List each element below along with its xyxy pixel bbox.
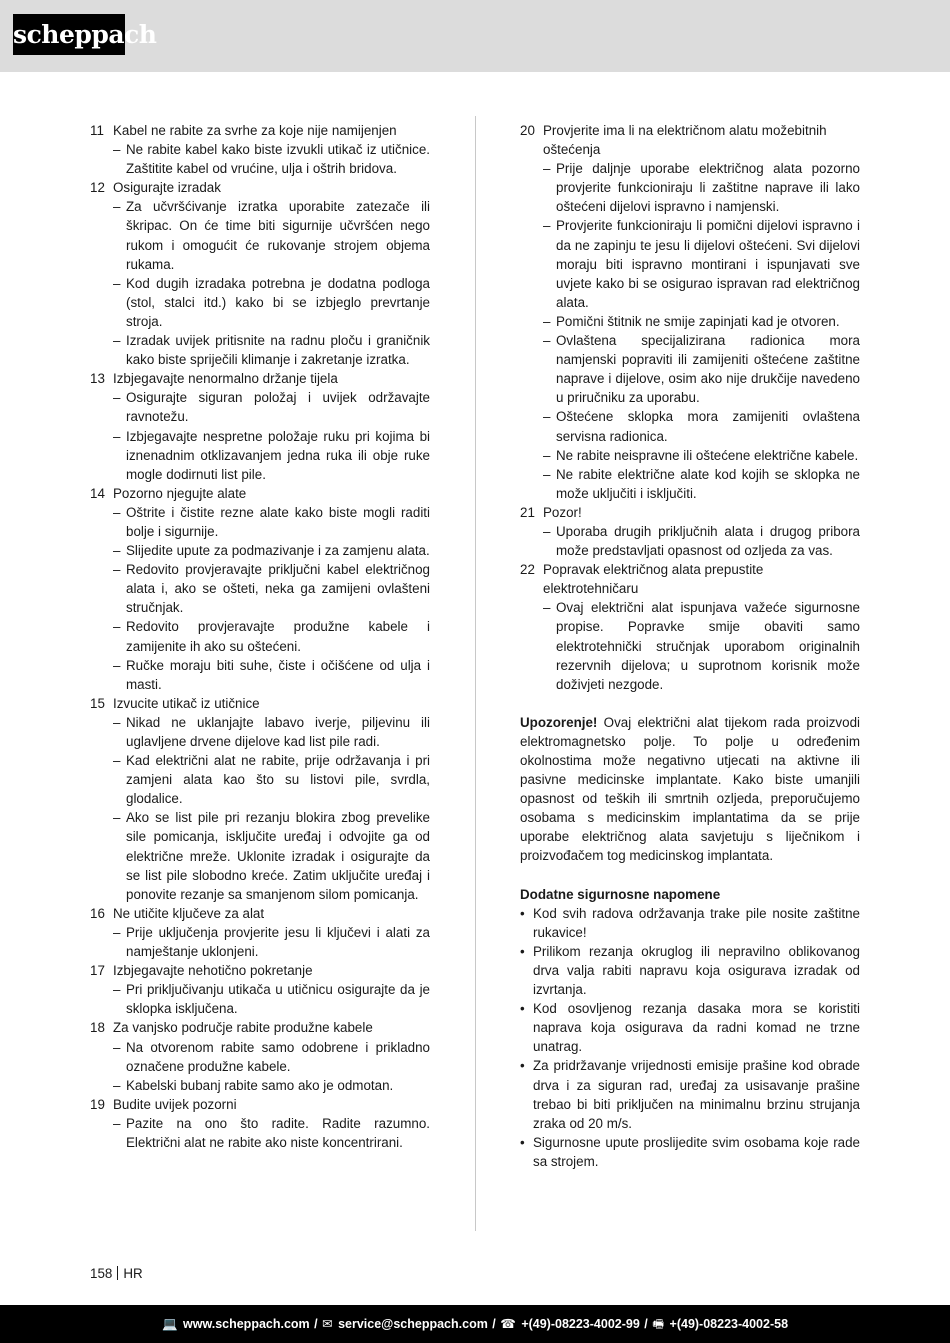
item-title: Ne utičite ključeve za alat bbox=[113, 905, 265, 921]
right-list bbox=[520, 121, 860, 694]
sub-item: Na otvorenom rabite samo odobrene i prikladno označene produžne kabele. bbox=[126, 1039, 430, 1074]
page-header bbox=[0, 0, 950, 72]
warning-label: Upozorenje! bbox=[520, 714, 598, 730]
sub-item: Kad električni alat ne rabite, prije održavanja i pri zamjeni alata kao što su listovi pile, svrdla, glodalice. bbox=[126, 753, 430, 807]
sub-item: Ručke moraju biti suhe, čiste i očišćene od ulja i masti. bbox=[126, 657, 430, 692]
sub-item: Za učvršćivanje izratka uporabite zatezače ili škripac. On će time biti sigurnije učvršćen nego rukom i omogućit će rukovanje strojem objema rukama. bbox=[126, 199, 430, 272]
footer-phone: +(49)-08223-4002-99 bbox=[521, 1317, 640, 1331]
bullet-item: Za pridržavanje vrijednosti emisije prašine kod obrade drva i za siguran rad, uređaj za usisavanje prašine trebao bi biti priključen na minimalnu brzinu strujanja zraka od 20 m/s. bbox=[533, 1058, 860, 1131]
item-number: 17 bbox=[90, 963, 105, 979]
sub-item: Ne rabite električne alate kod kojih se sklopka ne može uključiti i isključiti. bbox=[556, 466, 860, 501]
sub-item: Provjerite funkcioniraju li pomični dijelovi ispravno i da ne zapinju te jesu li dijelovi oštećeni. Svi dijelovi moraju biti ispravno montirani i ispunjavati sve uvjete kako bi se osigurao ispravan rad električnog alata. bbox=[556, 218, 860, 310]
footer-web[interactable]: www.scheppach.com bbox=[183, 1317, 310, 1331]
item-number: 15 bbox=[90, 695, 105, 711]
sub-item: Osigurajte siguran položaj i uvijek održavajte ravnotežu. bbox=[126, 390, 430, 425]
phone-icon: ☎ bbox=[500, 1317, 516, 1331]
item-number: 18 bbox=[90, 1020, 105, 1036]
computer-icon: 💻 bbox=[161, 1317, 178, 1331]
sub-item: Pri priključivanju utikača u utičnicu osigurajte da je sklopka isključena. bbox=[126, 982, 430, 1017]
footer-bar: 💻 www.scheppach.com / ✉ service@scheppach.com / ☎ +(49)-08223-4002-99 / 🖷 +(49)-08223-4002-58 bbox=[0, 1305, 950, 1343]
warning-text: Ovaj električni alat tijekom rada proizvodi elektromagnetsko polje. To polje u određenim okolnostima može negativno utjecati na aktivne ili pasivne medicinske implantate. Kako biste umanjili opasnost od teških ili smrtnih ozljeda, preporučujemo osobama s medicinskim implantatima da se prije uporabe električnog alata savjetuju s liječnikom i proizvođačem tog medicinskog implantata. bbox=[520, 714, 860, 864]
sub-item: Ovlaštena specijalizirana radionica mora namjenski popraviti ili zamijeniti oštećene zaštitne naprave i dijelove, osim ako nije drukčije navedeno u priručniku za uporabu. bbox=[556, 333, 860, 406]
item-title: Pozor! bbox=[543, 504, 582, 520]
item-number: 16 bbox=[90, 905, 105, 921]
additional-title: Dodatne sigurnosne napomene bbox=[520, 886, 721, 902]
list-item: 22 Popravak električnog alata prepustite elektrotehničaru – Ovaj električni alat ispunjava važeće sigurnosne propise. Popravke smije obaviti samo elektrotehnički stručnjak uporabom originalnih rezervnih dijelova; u suprotnom korisnik može doživjeti nezgode. bbox=[520, 560, 860, 694]
item-title: Provjerite ima li na električnom alatu možebitnih oštećenja bbox=[543, 123, 827, 158]
item-title: Izvucite utikač iz utičnice bbox=[113, 695, 260, 711]
additional-list: • Kod svih radova održavanja trake pile nosite zaštitne rukavice! • Prilikom rezanja okruglog ili nepravilno oblikovanog drva valja rabiti napravu koja osigurava izradak od izvrtanja. • Kod osovljenog rezanja dasaka mora se koristiti naprava koja osigurava da radni komad ne trzne unatrag. • Za pridržavanje vrijednosti emisije prašine kod obrade drva i za siguran rad, uređaj za usisavanje prašine trebao bi biti priključen na minimalnu brzinu strujanja zraka od 20 m/s. • Sigurnosne upute proslijedite svim osobama koje rade sa strojem. bbox=[520, 904, 860, 1171]
item-number: 20 bbox=[520, 123, 535, 138]
item-title: Popravak električnog alata prepustite elektrotehničaru bbox=[543, 562, 764, 597]
sub-item: Ne rabite kabel kako biste izvukli utikač iz utičnice. Zaštitite kabel od vrućine, ulja i oštrih bridova. bbox=[126, 142, 430, 177]
sub-item: Oštećene sklopka mora zamijeniti ovlaštena servisna radionica. bbox=[556, 409, 860, 444]
list-item: 14 Pozorno njegujte alate – Oštrite i čistite rezne alate kako biste mogli raditi bolje i sigurnije. – Slijedite upute za podmazivanje i za zamjenu alata. – Redovito provjeravajte priključni kabel električnog alata i, ako se ošteti, neka ga zamijeni ovlašteni stručnjak. – Redovito provjeravajte produžne kabele i zamijenite ih ako su oštećeni. – Ručke moraju biti suhe, čiste i očišćene od ulja i masti. bbox=[90, 484, 430, 694]
bullet-item: Prilikom rezanja okruglog ili nepravilno oblikovanog drva valja rabiti napravu koja osigurava izradak od izvrtanja. bbox=[533, 943, 860, 998]
list-item: 18 Za vanjsko područje rabite produžne kabele – Na otvorenom rabite samo odobrene i prikladno označene produžne kabele. – Kabelski bubanj rabite samo ako je odmotan. bbox=[90, 1018, 430, 1094]
sub-item: Slijedite upute za podmazivanje i za zamjenu alata. bbox=[126, 543, 430, 559]
sub-item: Redovito provjeravajte produžne kabele i zamijenite ih ako su oštećeni. bbox=[126, 619, 430, 654]
item-title: Za vanjsko područje rabite produžne kabele bbox=[113, 1020, 373, 1036]
item-number: 19 bbox=[90, 1096, 105, 1112]
sub-item: Prije daljnje uporabe električnog alata pozorno provjerite funkcioniraju li zaštitne naprave ili lako oštećeni dijelovi ispravno i namjenski. bbox=[556, 161, 860, 215]
item-number: 13 bbox=[90, 371, 105, 387]
sub-item: Izradak uvijek pritisnite na radnu ploču i graničnik kako biste spriječili klimanje i zakretanje izratka. bbox=[126, 333, 430, 368]
footer-fax: +(49)-08223-4002-58 bbox=[669, 1317, 789, 1331]
item-number: 21 bbox=[520, 504, 535, 520]
item-title: Osigurajte izradak bbox=[113, 180, 221, 196]
sub-item: Izbjegavajte nespretne položaje ruku pri kojima bi iznenadnim otklizavanjem jedna ruka ili obje ruke mogle dodirnuti list pile. bbox=[126, 428, 430, 482]
list-item: 19 Budite uvijek pozorni – Pazite na ono što radite. Radite razumno. Električni alat ne rabite ako niste koncentrirani. bbox=[90, 1095, 430, 1152]
column-divider bbox=[475, 116, 476, 1231]
item-title: Pozorno njegujte alate bbox=[113, 485, 247, 501]
right-column bbox=[520, 121, 860, 1171]
footer-email[interactable]: service@scheppach.com bbox=[338, 1317, 488, 1331]
sub-item: Ovaj električni alat ispunjava važeće sigurnosne propise. Popravke smije obaviti samo elektrotehnički stručnjak uporabom originalnih rezervnih dijelova; u suprotnom korisnik može doživjeti nezgode. bbox=[556, 600, 860, 692]
item-number: 14 bbox=[90, 485, 105, 501]
item-number: 12 bbox=[90, 180, 105, 196]
sub-item: Ne rabite neispravne ili oštećene električne kabele. bbox=[556, 447, 859, 463]
list-item: 15 Izvucite utikač iz utičnice – Nikad ne uklanjajte labavo iverje, piljevinu ili uglavljene drvene dijelove kad list pile radi. – Kad električni alat ne rabite, prije održavanja i pri zamjeni alata kao što su listovi pile, svrdla, glodalice. – Ako se list pile pri rezanju blokira zbog prevelike sile pomicanja, isključite uređaj i odvojite ga od električne mreže. Uklonite izradak i osigurajte da se list pile slobodno kreće. Zatim uključite uređaj i ponovite rezanje sa smanjenom silom pomicanja. bbox=[90, 694, 430, 904]
sub-item: Kabelski bubanj rabite samo ako je odmotan. bbox=[126, 1077, 394, 1093]
list-item: 11 Kabel ne rabite za svrhe za koje nije namijenjen – Ne rabite kabel kako biste izvukli utikač iz utičnice. Zaštitite kabel od vrućine, ulja i oštrih bridova. bbox=[90, 121, 430, 178]
page-number: 158 HR bbox=[90, 1266, 143, 1281]
list-item: 16 Ne utičite ključeve za alat – Prije uključenja provjerite jesu li ključevi i alati za namještanje uklonjeni. bbox=[90, 904, 430, 961]
sub-item: Uporaba drugih priključnih alata i drugog pribora može predstavljati opasnost od ozljeda za vas. bbox=[556, 523, 860, 559]
sub-item: Redovito provjeravajte priključni kabel električnog alata i, ako se ošteti, neka ga zamijeni ovlašteni stručnjak. bbox=[126, 562, 430, 616]
sub-item: Kod dugih izradaka potrebna je dodatna podloga (stol, stalci itd.) kako bi se izbjeglo prevrtanje stroja. bbox=[126, 275, 430, 329]
item-number: 22 bbox=[520, 562, 535, 578]
bullet-item: Kod svih radova održavanja trake pile nosite zaštitne rukavice! bbox=[533, 905, 860, 940]
mail-icon: ✉ bbox=[322, 1317, 333, 1331]
list-item: 20 Provjerite ima li na električnom alatu možebitnih oštećenja – Prije daljnje uporabe električnog alata pozorno provjerite funkcioniraju li zaštitne naprave ili lako oštećeni dijelovi ispravno i namjenski. – Provjerite funkcioniraju li pomični dijelovi ispravno i da ne zapinju te jesu li dijelovi oštećeni. Svi dijelovi moraju biti ispravno montirani i ispunjavati sve uvjete kako bi se osigurao ispravan rad električnog alata. – Pomični štitnik ne smije zapinjati kad je otvoren. – Ovlaštena specijalizirana radionica mora namjenski popraviti ili zamijeniti oštećene zaštitne naprave i dijelove, osim ako nije drukčije navedeno u priručniku za uporabu. – Oštećene sklopka mora zamijeniti ovlaštena servisna radionica. – Ne rabite neispravne ili oštećene električne kabele. – Ne rabite električne alate kod kojih se sklopka ne može uključiti i isključiti. bbox=[520, 121, 860, 503]
sub-item: Prije uključenja provjerite jesu li ključevi i alati za namještanje uklonjeni. bbox=[126, 924, 430, 960]
item-title: Izbjegavajte nehotično pokretanje bbox=[113, 963, 313, 979]
list-item: 17 Izbjegavajte nehotično pokretanje – Pri priključivanju utikača u utičnicu osigurajte da je sklopka isključena. bbox=[90, 961, 430, 1018]
sub-item: Ako se list pile pri rezanju blokira zbog prevelike sile pomicanja, isključite uređaj i odvojite ga od električne mreže. Uklonite izradak i osigurajte da se list pile slobodno kreće. Zatim uključite uređaj i ponovite rezanje sa smanjenom silom pomicanja. bbox=[126, 810, 430, 902]
scheppach-logo: scheppach bbox=[13, 14, 125, 55]
list-item: 21 Pozor! – Uporaba drugih priključnih alata i drugog pribora može predstavljati opasnost od ozljeda za vas. bbox=[520, 503, 860, 560]
warning-paragraph bbox=[520, 713, 860, 866]
bullet-item: Kod osovljenog rezanja dasaka mora se koristiti naprava koja osigurava da radni komad ne trzne unatrag. bbox=[533, 1001, 860, 1055]
list-item: 12 Osigurajte izradak – Za učvršćivanje izratka uporabite zatezače ili škripac. On će time biti sigurnije učvršćen nego rukom i omogućit će rukovanje strojem objema rukama. – Kod dugih izradaka potrebna je dodatna podloga (stol, stalci itd.) kako bi se izbjeglo prevrtanje stroja. – Izradak uvijek pritisnite na radnu ploču i graničnik kako biste spriječili klimanje i zakretanje izratka. bbox=[90, 178, 430, 369]
fax-icon: 🖷 bbox=[652, 1317, 665, 1331]
left-column bbox=[90, 121, 430, 1152]
list-item: 13 Izbjegavajte nenormalno držanje tijela – Osigurajte siguran položaj i uvijek održavajte ravnotežu. – Izbjegavajte nespretne položaje ruku pri kojima bi iznenadnim otklizavanjem jedna ruka ili obje ruke mogle dodirnuti list pile. bbox=[90, 369, 430, 484]
item-title: Izbjegavajte nenormalno držanje tijela bbox=[113, 371, 338, 387]
item-title: Budite uvijek pozorni bbox=[113, 1096, 237, 1112]
bullet-item: Sigurnosne upute proslijedite svim osobama koje rade sa strojem. bbox=[533, 1134, 860, 1169]
sub-item: Pomični štitnik ne smije zapinjati kad je otvoren. bbox=[556, 313, 840, 329]
item-number: 11 bbox=[90, 123, 104, 138]
sub-item: Nikad ne uklanjajte labavo iverje, piljevinu ili uglavljene drvene dijelove kad list pile radi. bbox=[126, 714, 430, 749]
item-title: Kabel ne rabite za svrhe za koje nije namijenjen bbox=[113, 123, 397, 138]
sub-item: Oštrite i čistite rezne alate kako biste mogli raditi bolje i sigurnije. bbox=[126, 504, 430, 539]
sub-item: Pazite na ono što radite. Radite razumno. Električni alat ne rabite ako niste koncentrirani. bbox=[126, 1115, 430, 1150]
